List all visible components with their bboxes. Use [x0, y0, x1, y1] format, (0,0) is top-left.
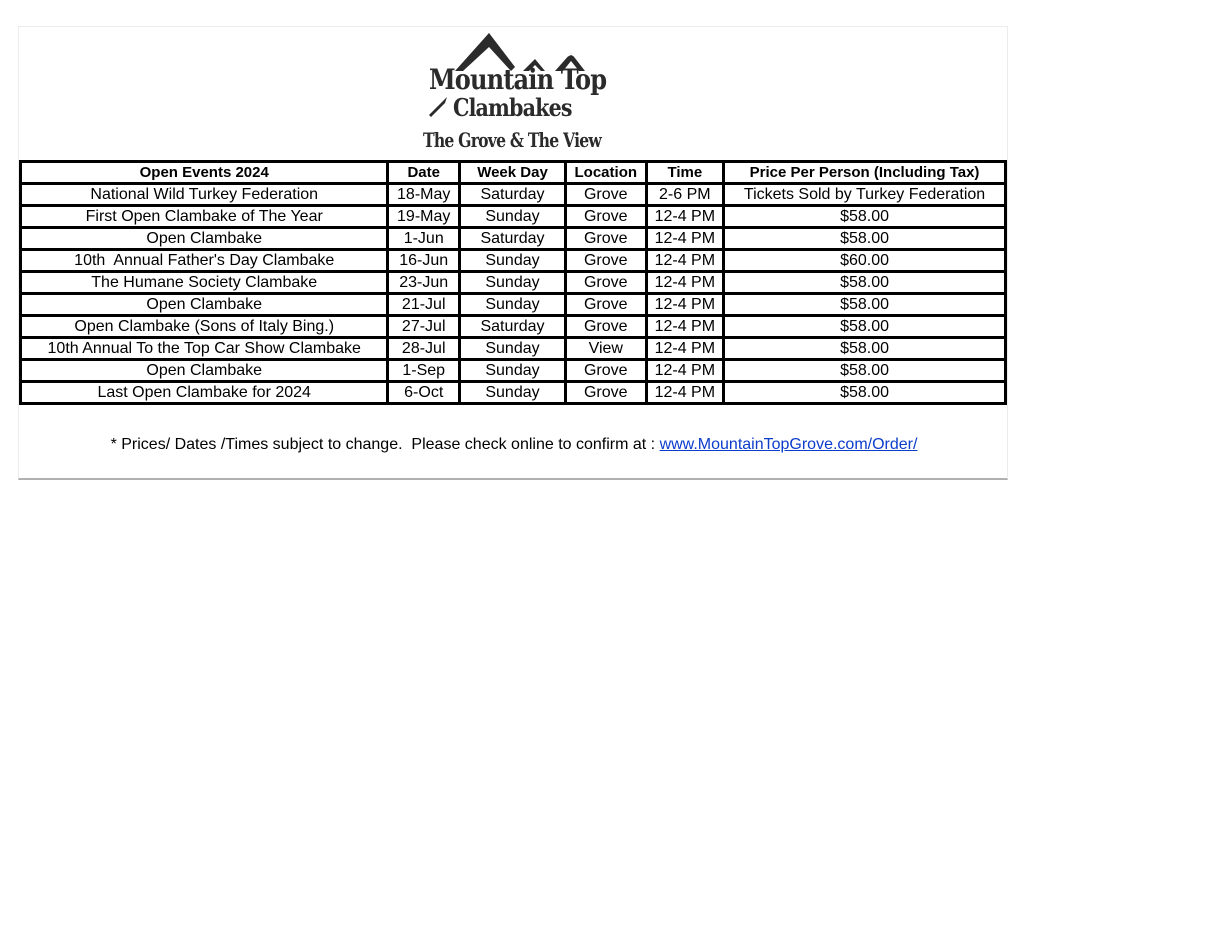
location-cell: Grove — [566, 360, 647, 382]
date-cell: 16-Jun — [388, 250, 460, 272]
table-row — [21, 316, 1006, 338]
date-cell: 27-Jul — [388, 316, 460, 338]
week-day-cell: Sunday — [459, 382, 565, 404]
location-cell: View — [566, 338, 647, 360]
event-name-cell: Open Clambake — [21, 294, 388, 316]
time-cell: 12-4 PM — [646, 272, 724, 294]
time-cell: 12-4 PM — [646, 250, 724, 272]
price-cell: $60.00 — [724, 250, 1006, 272]
event-name-cell: National Wild Turkey Federation — [21, 184, 388, 206]
event-name-cell: Last Open Clambake for 2024 — [21, 382, 388, 404]
table-row — [21, 272, 1006, 294]
time-cell: 12-4 PM — [646, 206, 724, 228]
price-cell: $58.00 — [724, 272, 1006, 294]
date-cell: 23-Jun — [388, 272, 460, 294]
table-row — [21, 228, 1006, 250]
time-cell: 2-6 PM — [646, 184, 724, 206]
header-week-day: Week Day — [459, 162, 565, 184]
logo — [419, 27, 619, 157]
header-time: Time — [646, 162, 724, 184]
table-row — [21, 360, 1006, 382]
price-cell: Tickets Sold by Turkey Federation — [724, 184, 1006, 206]
price-cell: $58.00 — [724, 382, 1006, 404]
logo-tagline: The Grove & The View — [423, 128, 602, 152]
date-cell: 28-Jul — [388, 338, 460, 360]
date-cell: 19-May — [388, 206, 460, 228]
table-row — [21, 294, 1006, 316]
header-location: Location — [566, 162, 647, 184]
price-cell: $58.00 — [724, 228, 1006, 250]
date-cell: 6-Oct — [388, 382, 460, 404]
table-header-row — [21, 162, 1006, 184]
week-day-cell: Sunday — [459, 360, 565, 382]
week-day-cell: Sunday — [459, 338, 565, 360]
time-cell: 12-4 PM — [646, 360, 724, 382]
event-name-cell: Open Clambake (Sons of Italy Bing.) — [21, 316, 388, 338]
events-table — [19, 160, 1007, 405]
week-day-cell: Sunday — [459, 272, 565, 294]
table-row — [21, 338, 1006, 360]
price-cell: $58.00 — [724, 206, 1006, 228]
header-open-events: Open Events 2024 — [21, 162, 388, 184]
event-name-cell: First Open Clambake of The Year — [21, 206, 388, 228]
location-cell: Grove — [566, 382, 647, 404]
table-row — [21, 382, 1006, 404]
price-cell: $58.00 — [724, 294, 1006, 316]
price-cell: $58.00 — [724, 338, 1006, 360]
event-name-cell: Open Clambake — [21, 228, 388, 250]
price-cell: $58.00 — [724, 316, 1006, 338]
event-name-cell: 10th Annual Father's Day Clambake — [21, 250, 388, 272]
week-day-cell: Sunday — [459, 250, 565, 272]
week-day-cell: Saturday — [459, 316, 565, 338]
footnote-text: * Prices/ Dates /Times subject to change. Please check online to confirm at : — [110, 436, 660, 453]
location-cell: Grove — [566, 316, 647, 338]
event-name-cell: 10th Annual To the Top Car Show Clambake — [21, 338, 388, 360]
time-cell: 12-4 PM — [646, 294, 724, 316]
footnote — [19, 436, 1009, 454]
time-cell: 12-4 PM — [646, 338, 724, 360]
time-cell: 12-4 PM — [646, 228, 724, 250]
date-cell: 1-Sep — [388, 360, 460, 382]
week-day-cell: Saturday — [459, 228, 565, 250]
location-cell: Grove — [566, 206, 647, 228]
date-cell: 1-Jun — [388, 228, 460, 250]
table-row — [21, 184, 1006, 206]
location-cell: Grove — [566, 294, 647, 316]
time-cell: 12-4 PM — [646, 316, 724, 338]
header-date: Date — [388, 162, 460, 184]
time-cell: 12-4 PM — [646, 382, 724, 404]
date-cell: 21-Jul — [388, 294, 460, 316]
table-row — [21, 250, 1006, 272]
week-day-cell: Saturday — [459, 184, 565, 206]
logo-line1: Mountain Top — [429, 63, 607, 96]
table-row — [21, 206, 1006, 228]
event-name-cell: The Humane Society Clambake — [21, 272, 388, 294]
logo-line2: Clambakes — [453, 93, 572, 122]
location-cell: Grove — [566, 228, 647, 250]
events-table-body — [21, 184, 1006, 404]
spreadsheet-page — [18, 26, 1008, 480]
event-name-cell: Open Clambake — [21, 360, 388, 382]
price-cell: $58.00 — [724, 360, 1006, 382]
week-day-cell: Sunday — [459, 294, 565, 316]
date-cell: 18-May — [388, 184, 460, 206]
order-link[interactable]: www.MountainTopGrove.com/Order/ — [659, 436, 918, 453]
location-cell: Grove — [566, 272, 647, 294]
location-cell: Grove — [566, 184, 647, 206]
week-day-cell: Sunday — [459, 206, 565, 228]
location-cell: Grove — [566, 250, 647, 272]
header-price: Price Per Person (Including Tax) — [724, 162, 1006, 184]
